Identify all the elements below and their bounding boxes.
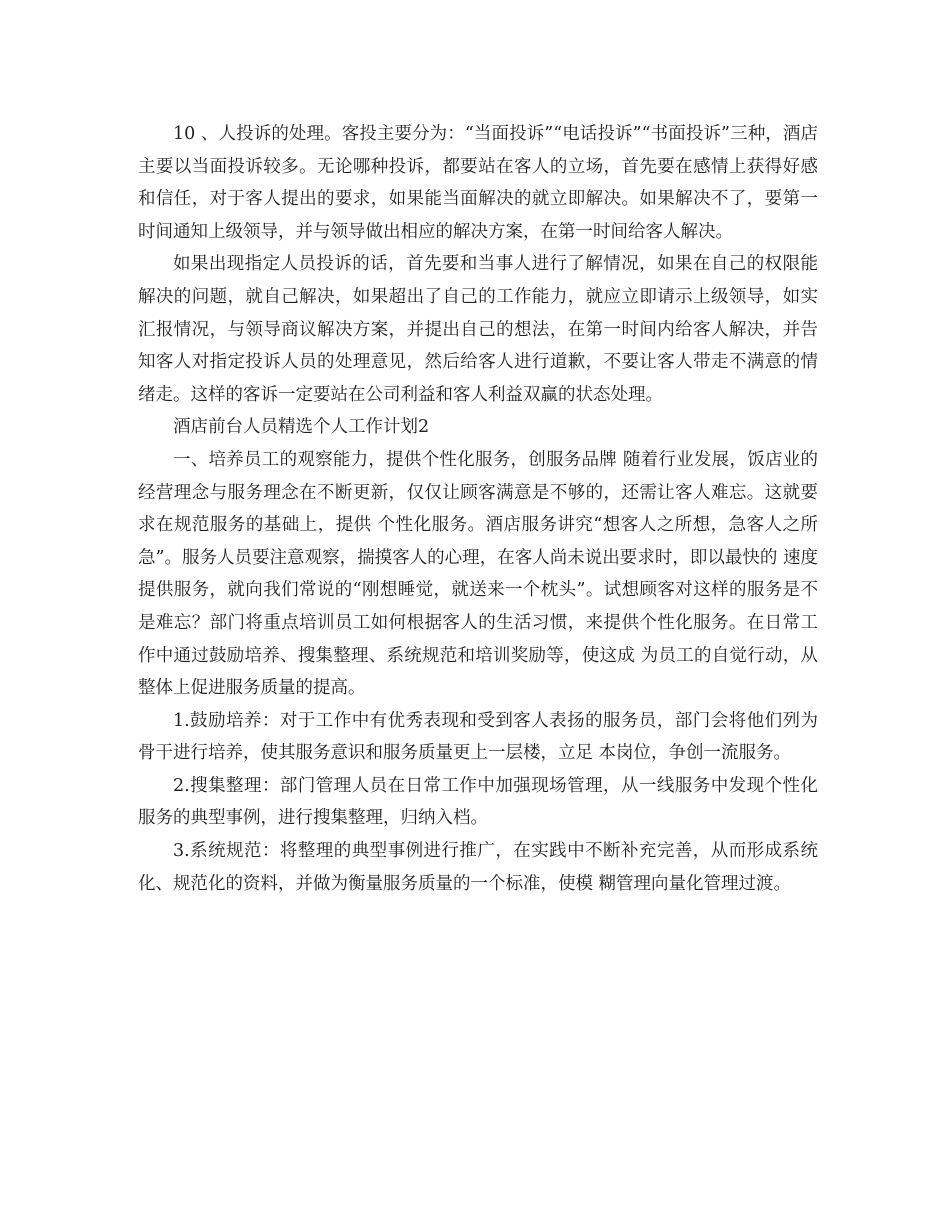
document-body bbox=[138, 118, 818, 900]
paragraph-encourage-training: 1.鼓励培养：对于工作中有优秀表现和受到客人表扬的服务员，部门会将他们列为骨干进行培养，使其服务意识和服务质量更上一层楼，立足 本岗位，争创一流服务。 bbox=[138, 710, 818, 764]
paragraph-complaint-handling: 10 、人投诉的处理。客投主要分为：“当面投诉”“电话投诉”“书面投诉”三种，酒店主要以当面投诉较多。无论哪种投诉，都要站在客人的立场，首先要在感情上获得好感和信任，对于客人提出的要求，如果能当面解决的就立即解决。如果解决不了，要第一时间通知上级领导，并与领导做出相应的解决方案，在第一时间给客人解决。 bbox=[138, 124, 818, 242]
paragraph-designated-staff-complaint: 如果出现指定人员投诉的话，首先要和当事人进行了解情况，如果在自己的权限能解决的问题，就自己解决，如果超出了自己的工作能力，就应立即请示上级领导，如实汇报情况，与领导商议解决方案，并提出自己的想法，在第一时间内给客人解决，并告知客人对指定投诉人员的处理意见，然后给客人进行道歉，不要让客人带走不满意的情绪走。这样的客诉一定要站在公司利益和客人利益双赢的状态处理。 bbox=[138, 254, 818, 405]
paragraph-system-standards: 3.系统规范：将整理的典型事例进行推广，在实践中不断补充完善，从而形成系统化、规范化的资料，并做为衡量服务质量的一个标准，使模 糊管理向量化管理过渡。 bbox=[138, 841, 818, 894]
paragraph-collect-organize: 2.搜集整理：部门管理人员在日常工作中加强现场管理，从一线服务中发现个性化服务的典型事例，进行搜集整理，归纳入档。 bbox=[138, 775, 818, 829]
section-heading: 酒店前台人员精选个人工作计划2 bbox=[173, 417, 430, 438]
paragraph-observation-ability: 一、培养员工的观察能力，提供个性化服务，创服务品牌 随着行业发展，饭店业的经营理念与服务理念在不断更新，仅仅让顾客满意是不够的，还需让客人难忘。这就要求在规范服务的基础上，提供 个性化服务。酒店服务讲究“想客人之所想，急客人之所急”。服务人员要注意观察，揣摸客人的心理，在客人尚未说出要求时，即以最快的 速度提供服务，就向我们常说的“刚想睡觉，就送来一个枕头”。试想顾客对这样的服务是不是难忘？部门将重点培训员工如何根据客人的生活习惯，来提供个性化服务。在日常工作中通过鼓励培养、搜集整理、系统规范和培训奖励等，使这成 为员工的自觉行动，从整体上促进服务质量的提高。 bbox=[138, 449, 818, 699]
